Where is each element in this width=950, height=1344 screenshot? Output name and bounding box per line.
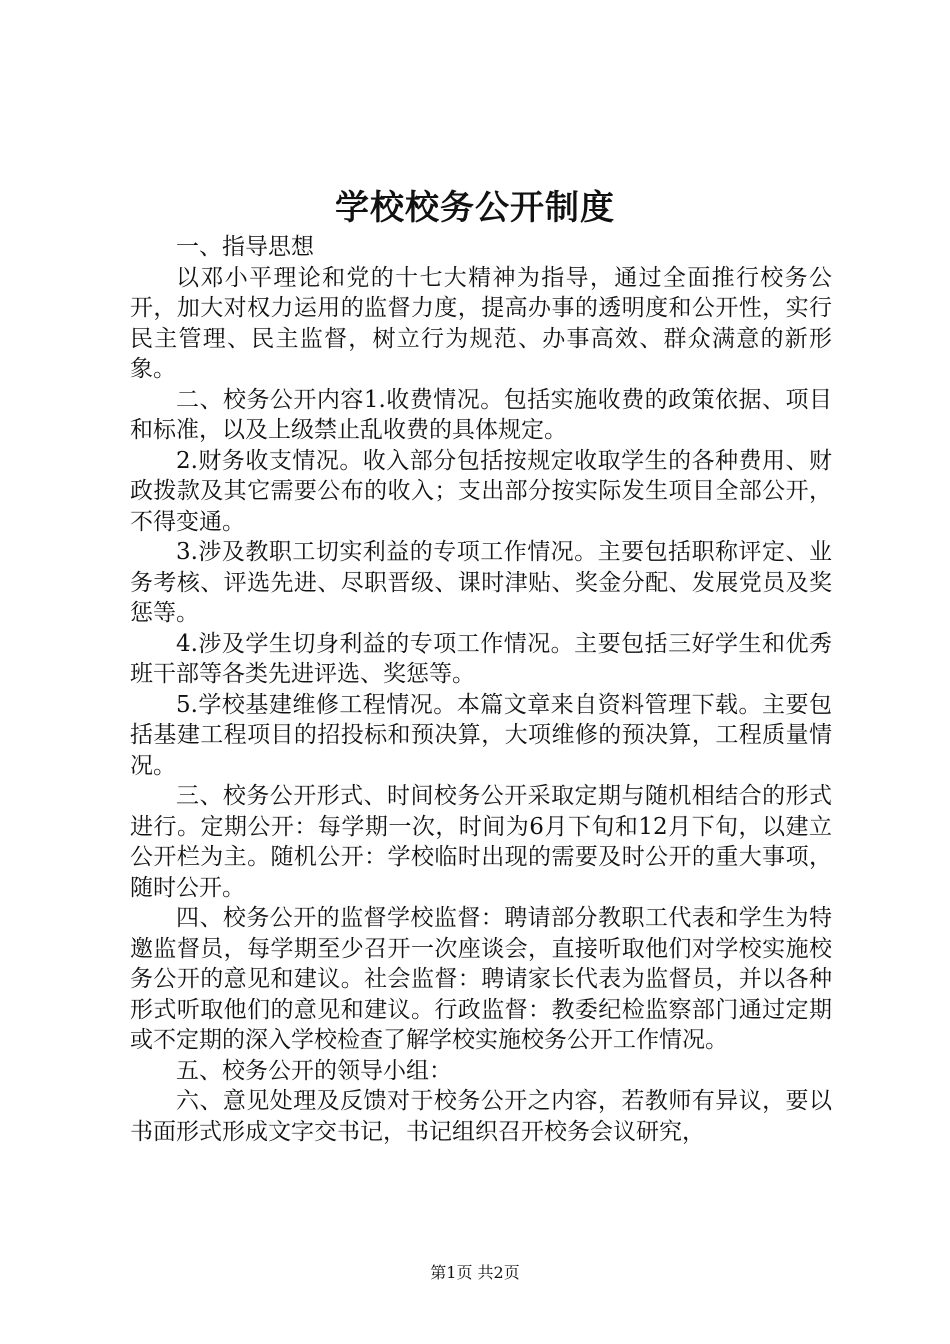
- paragraph-guiding-ideology-heading: 一、指导思想: [176, 234, 314, 260]
- page-footer: 第1页 共2页: [430, 1263, 520, 1282]
- document-title: 学校校务公开制度: [335, 188, 615, 228]
- paragraph-content-staff: 3.涉及教职工切实利益的专项工作情况。主要包括职称评定、业务考核、评选先进、尽职晋级、课时津贴、奖金分配、发展党员及奖惩等。: [130, 539, 832, 626]
- paragraph-form-and-time: 三、校务公开形式、时间校务公开采取定期与随机相结合的形式进行。定期公开：每学期一次，时间为6月下旬和12月下旬，以建立公开栏为主。随机公开：学校临时出现的需要及时公开的重大事项，随时公开。: [130, 783, 832, 901]
- paragraph-leadership-group: 五、校务公开的领导小组：: [176, 1057, 452, 1084]
- paragraph-supervision: 四、校务公开的监督学校监督：聘请部分教职工代表和学生为特邀监督员，每学期至少召开一次座谈会，直接听取他们对学校实施校务公开的意见和建议。社会监督：聘请家长代表为监督员，并以各种形式听取他们的意见和建议。行政监督：教委纪检监察部门通过定期或不定期的深入学校检查了解学校实施校务公开工作情况。: [130, 905, 832, 1053]
- paragraph-content-students: 4.涉及学生切身利益的专项工作情况。主要包括三好学生和优秀班干部等各类先进评选、奖惩等。: [130, 630, 832, 687]
- paragraph-content-construction: 5.学校基建维修工程情况。本篇文章来自资料管理下载。主要包括基建工程项目的招投标和预决算，大项维修的预决算，工程质量情况。: [130, 691, 832, 779]
- paragraph-content-finance: 2.财务收支情况。收入部分包括按规定收取学生的各种费用、财政拨款及其它需要公布的收入；支出部分按实际发生项目全部公开，不得变通。: [130, 447, 832, 535]
- paragraph-guiding-ideology: 以邓小平理论和党的十七大精神为指导，通过全面推行校务公开，加大对权力运用的监督力度，提高办事的透明度和公开性，实行民主管理、民主监督，树立行为规范、办事高效、群众满意的新形象。: [130, 264, 832, 382]
- paragraph-content-fees: 二、校务公开内容1.收费情况。包括实施收费的政策依据、项目和标准，以及上级禁止乱收费的具体规定。: [130, 386, 832, 443]
- document-body: [130, 232, 832, 1147]
- paragraph-feedback: 六、意见处理及反馈对于校务公开之内容，若教师有异议，要以书面形式形成文字交书记，书记组织召开校务会议研究，: [130, 1088, 832, 1145]
